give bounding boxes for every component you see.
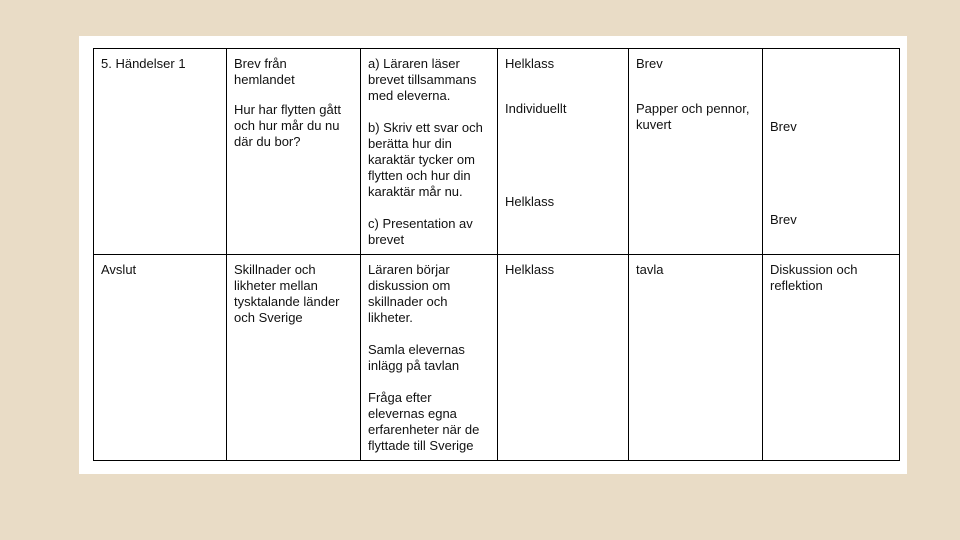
materials-cell [629,255,763,461]
activities-cell [361,255,498,461]
organization-text: Helklass [505,56,555,71]
activity-text: a) Läraren läser brevet tillsammans med eleverna. [368,56,477,103]
result-text: Brev [770,119,797,134]
content-text: Hur har flytten gått och hur mår du nu där du bor? [234,102,341,149]
activity-text: Samla elevernas inlägg på tavlan [368,342,465,373]
content-cell [227,255,361,461]
phase-cell [94,255,227,461]
materials-text: Papper och pennor, kuvert [636,101,750,132]
materials-text: Brev [636,56,663,71]
activities-cell [361,49,498,255]
phase-text: Avslut [101,262,137,277]
content-text: Brev från hemlandet [234,56,295,87]
phase-cell [94,49,227,255]
organization-cell [498,49,629,255]
materials-text: tavla [636,262,664,277]
materials-cell [629,49,763,255]
lesson-plan-image [79,36,907,474]
phase-text: 5. Händelser 1 [101,56,186,71]
organization-text: Individuellt [505,101,567,116]
result-text: Diskussion och reflektion [770,262,858,293]
organization-text: Helklass [505,262,555,277]
result-cell [763,49,900,255]
content-cell [227,49,361,255]
activity-text: Fråga efter elevernas egna erfarenheter när de flyttade till Sverige [368,390,480,453]
table-row [94,49,900,255]
result-text: Brev [770,212,797,227]
activity-text: c) Presentation av brevet [368,216,473,247]
result-cell [763,255,900,461]
content-text: Skillnader och likheter mellan tysktalande länder och Sverige [234,262,340,325]
organization-text: Helklass [505,194,555,209]
lesson-plan-table [93,48,900,461]
table-row [94,255,900,461]
activity-text: Läraren börjar diskussion om skillnader och likheter. [368,262,451,325]
organization-cell [498,255,629,461]
activity-text: b) Skriv ett svar och berätta hur din karaktär tycker om flytten och hur din karaktär mår nu. [368,120,483,199]
